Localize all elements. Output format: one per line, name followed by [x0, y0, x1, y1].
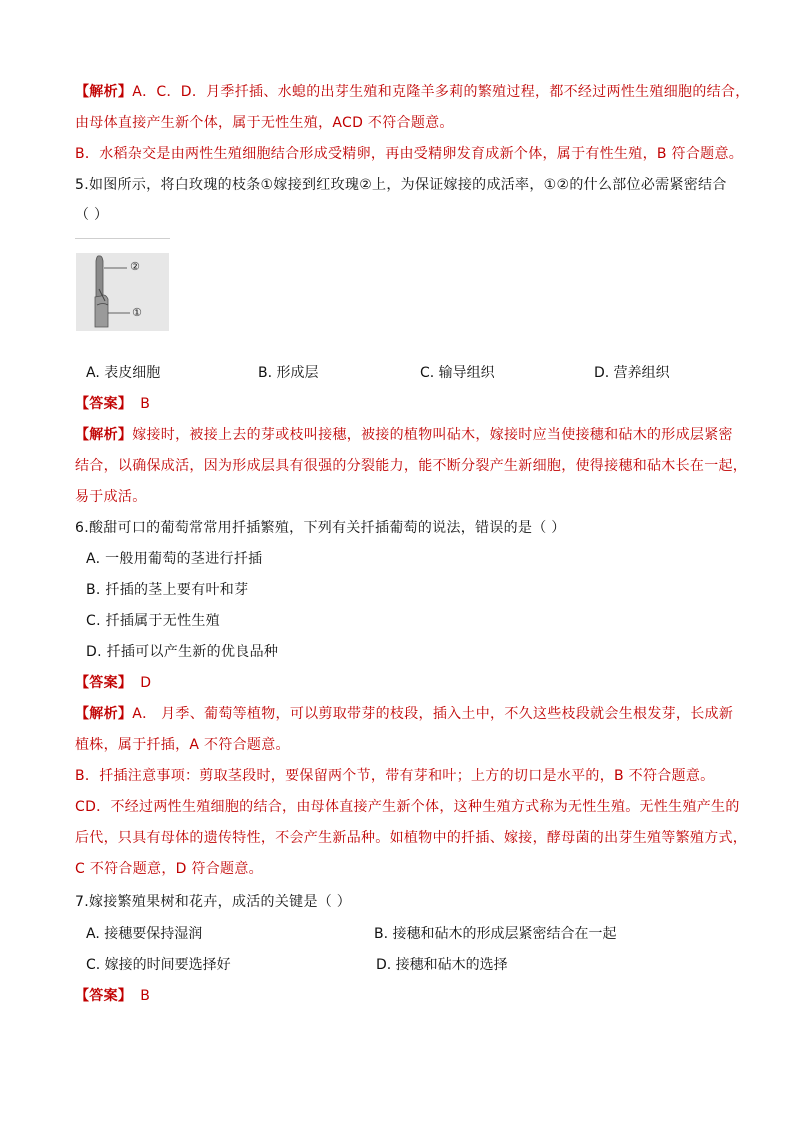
q5-option-c: C. 输导组织 — [420, 365, 495, 381]
answer-value: B — [140, 988, 151, 1004]
q5-answer — [75, 394, 735, 414]
q6-analysis-line: 后代，只具有母体的遗传特性，不会产生新品种。如植物中的扦插、嫁接，酵母菌的出芽生殖等繁殖方式， — [75, 830, 748, 846]
q4-analysis-line — [75, 82, 750, 102]
q7-option-c: C. 嫁接的时间要选择好 — [86, 957, 231, 973]
q4-analysis-line: 由母体直接产生新个体，属于无性生殖，ACD 不符合题意。 — [75, 115, 454, 131]
q5-option-d: D. 营养组织 — [594, 365, 670, 381]
answer-label: 【答案】 — [75, 675, 133, 691]
q6-analysis-line: C 不符合题意，D 符合题意。 — [75, 861, 263, 877]
analysis-text: A．C．D．月季扦插、水螅的出芽生殖和克隆羊多莉的繁殖过程，都不经过两性生殖细胞的结合， — [132, 84, 750, 100]
answer-value: D — [140, 675, 152, 691]
q6-option-d: D. 扦插可以产生新的优良品种 — [86, 644, 279, 660]
q6-stem: 6.酸甜可口的葡萄常常用扦插繁殖，下列有关扦插葡萄的说法，错误的是（ ） — [75, 520, 566, 536]
q6-analysis-line: B．扦插注意事项：剪取茎段时，要保留两个节，带有芽和叶；上方的切口是水平的，B 不符合题意。 — [75, 768, 715, 784]
answer-value: B — [140, 396, 151, 412]
q7-stem: 7.嫁接繁殖果树和花卉，成活的关键是（ ） — [75, 894, 352, 910]
q5-option-b: B. 形成层 — [258, 365, 319, 381]
q6-option-a: A. 一般用葡萄的茎进行扦插 — [86, 551, 263, 567]
q6-analysis-line: 植株，属于扦插，A 不符合题意。 — [75, 737, 290, 753]
q7-option-d: D. 接穗和砧木的选择 — [376, 957, 508, 973]
figure-label-2: ② — [130, 260, 140, 273]
analysis-label: 【解析】 — [75, 427, 133, 443]
q5-analysis-line: 结合，以确保成活，因为形成层具有很强的分裂能力，能不断分裂产生新细胞，使得接穗和砧木长在一起， — [75, 458, 748, 474]
q5-analysis-line: 易于成活。 — [75, 489, 147, 505]
q6-option-c: C. 扦插属于无性生殖 — [86, 613, 220, 629]
q6-analysis-line — [75, 704, 735, 724]
figure-label-1: ① — [132, 306, 142, 319]
q5-stem-blank: （ ） — [75, 207, 109, 223]
q7-answer — [75, 986, 735, 1006]
q4-analysis-line: B．水稻杂交是由两性生殖细胞结合形成受精卵，再由受精卵发育成新个体，属于有性生殖，B 符合题意。 — [75, 146, 744, 162]
answer-label: 【答案】 — [75, 396, 133, 412]
analysis-label: 【解析】 — [75, 706, 133, 722]
analysis-text: A． 月季、葡萄等植物，可以剪取带芽的枝段，插入土中，不久这些枝段就会生根发芽，长成新 — [132, 706, 734, 722]
answer-label: 【答案】 — [75, 988, 133, 1004]
q6-option-b: B. 扦插的茎上要有叶和芽 — [86, 582, 249, 598]
grafting-figure — [75, 238, 170, 331]
q6-analysis-line: CD．不经过两性生殖细胞的结合，由母体直接产生新个体，这种生殖方式称为无性生殖。无性生殖产生的 — [75, 799, 740, 815]
q7-option-a: A. 接穗要保持湿润 — [86, 926, 203, 942]
q5-stem: 5.如图所示，将白玫瑰的枝条①嫁接到红玫瑰②上，为保证嫁接的成活率，①②的什么部位必需紧密结合 — [75, 177, 727, 193]
q6-answer — [75, 673, 735, 693]
q7-option-b: B. 接穗和砧木的形成层紧密结合在一起 — [374, 926, 617, 942]
grafting-illustration — [75, 239, 170, 331]
q5-option-a: A. 表皮细胞 — [86, 365, 161, 381]
analysis-label: 【解析】 — [75, 84, 133, 100]
analysis-text: 嫁接时，被接上去的芽或枝叫接穗，被接的植物叫砧木，嫁接时应当使接穗和砧木的形成层紧密 — [132, 427, 733, 443]
q5-analysis-line — [75, 425, 735, 445]
